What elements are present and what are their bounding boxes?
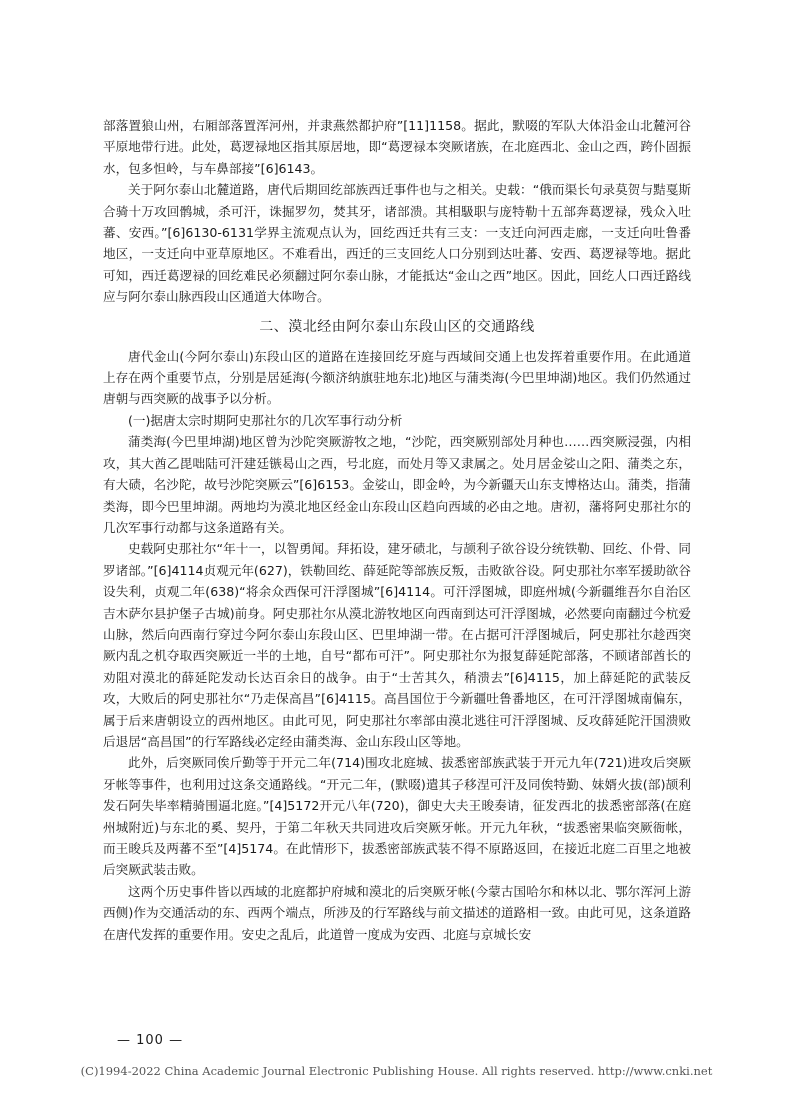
article-body (103, 115, 691, 945)
copyright-footer: (C)1994-2022 China Academic Journal Electronic Publishing House. All rights reserved. http://www.cnki.net (80, 1064, 713, 1078)
paragraph-1: 部落置狼山州，右厢部落置浑河州，并隶燕然都护府”[11]1158。据此，默啜的军队大体沿金山北麓河谷平原地带行进。此处，葛逻禄地区指其原居地，即“葛逻禄本突厥诸族，在北庭西北、金山之西，跨仆固振水，包多怛岭，与车鼻部接”[6]6143。 (103, 118, 691, 176)
paragraph-3: 唐代金山(今阿尔泰山)东段山区的道路在连接回纥牙庭与西域间交通上也发挥着重要作用。在此通道上存在两个重要节点，分别是居延海(今额济纳旗驻地东北)地区与蒲类海(今巴里坤湖)地区。我们仍然通过唐朝与西突厥的战事予以分析。 (103, 348, 691, 407)
paragraph-7: 这两个历史事件皆以西域的北庭都护府城和漠北的后突厥牙帐(今蒙古国哈尔和林以北、鄂尔浑河上游西侧)作为交通活动的东、西两个端点，所涉及的行军路线与前文描述的道路相一致。由此可见，这条道路在唐代发挥的重要作用。安史之乱后，此道曾一度成为安西、北庭与京城长安 (103, 883, 691, 942)
paragraph-4: 蒲类海(今巴里坤湖)地区曾为沙陀突厥游牧之地，“沙陀，西突厥别部处月种也……西突厥浸强，内相攻，其大酋乙毘咄陆可汗建廷镞曷山之西，号北庭，而处月等又隶属之。处月居金娑山之阳、蒲类之东，有大碛，名沙陀，故号沙陀突厥云”[6]6153。金娑山，即金岭，为今新疆天山东支博格达山。蒲类，指蒲类海，即今巴里坤湖。两地均为漠北地区经金山东段山区趋向西域的必由之地。唐初，藩将阿史那社尔的几次军事行动都与这条道路有关。 (103, 434, 691, 535)
section-heading: 二、漠北经由阿尔泰山东段山区的交通路线 (259, 318, 535, 335)
page-number: — 100 — (117, 1033, 184, 1048)
paragraph-5: 史载阿史那社尔“年十一，以智勇闻。拜拓设，建牙碛北，与颉利子欲谷设分统铁勒、回纥、仆骨、同罗诸部。”[6]4114贞观元年(627)，铁勒回纥、薛延陀等部族反叛，击败欲谷设。阿史那社尔率军援助欲谷设失利，贞观二年(638)“将余众西保可汗浮图城”[6]4114。可汗浮图城，即庭州城(今新疆维吾尔自治区吉木萨尔县护堡子古城)前身。阿史那社尔从漠北游牧地区向西南到达可汗浮图城，必然要向南翻过今杭爱山脉，然后向西南行穿过今阿尔泰山东段山区、巴里坤湖一带。在占据可汗浮图城后，阿史那社尔趁西突厥内乱之机夺取西突厥近一半的土地，自号“都布可汗”。阿史那社尔为报复薛延陀部落，不顾诸部酋长的劝阻对漠北的薛延陀发动长达百余日的战争。由于“士苦其久，稍溃去”[6]4115，加上薛延陀的武装反攻，大败后的阿史那社尔“乃走保高昌”[6]4115。高昌国位于今新疆吐鲁番地区，在可汗浮图城南偏东，属于后来唐朝设立的西州地区。由此可见，阿史那社尔率部由漠北逃往可汗浮图城、反攻薛延陀汗国溃败后退居“高昌国”的行军路线必定经由蒲类海、金山东段山区等地。 (103, 541, 691, 749)
subsection-heading: (一)据唐太宗时期阿史那社尔的几次军事行动分析 (128, 412, 403, 428)
paragraph-2: 关于阿尔泰山北麓道路，唐代后期回纥部族西迁事件也与之相关。史载：“俄而渠长句录莫贺与黠戛斯合骑十万攻回鹘城，杀可汗，诛掘罗勿，焚其牙，诸部溃。其相馺职与庞特勒十五部奔葛逻禄，残众入吐蕃、安西。”[6]6130-6131学界主流观点认为，回纥西迁共有三支：一支迁向河西走廊，一支迁向吐鲁番地区，一支迁向中亚草原地区。不难看出，西迁的三支回纥人口分别到达吐蕃、安西、葛逻禄等地。据此可知，西迁葛逻禄的回纥难民必须翻过阿尔泰山脉，才能抵达“金山之西”地区。因此，回纥人口西迁路线应与阿尔泰山脉西段山区通道大体吻合。 (103, 182, 691, 305)
paragraph-6: 此外，后突厥同俟斤勤等于开元二年(714)围攻北庭城、拔悉密部族武装于开元九年(721)进攻后突厥牙帐等事件，也利用过这条交通路线。“开元二年，(默啜)遣其子移涅可汗及同俟特勤、妹婿火拔(部)颉利发石阿失毕率精骑围逼北庭。”[4]5172开元八年(720)，御史大夫王晙奏请，征发西北的拔悉密部落(在庭州城附近)与东北的奚、契丹，于第二年秋天共同进攻后突厥牙帐。开元九年秋，“拔悉密果临突厥衙帐，而王晙兵及两蕃不至”[4]5174。在此情形下，拔悉密部族武装不得不原路返回，在接近北庭二百里之地被后突厥武装击败。 (103, 755, 691, 878)
